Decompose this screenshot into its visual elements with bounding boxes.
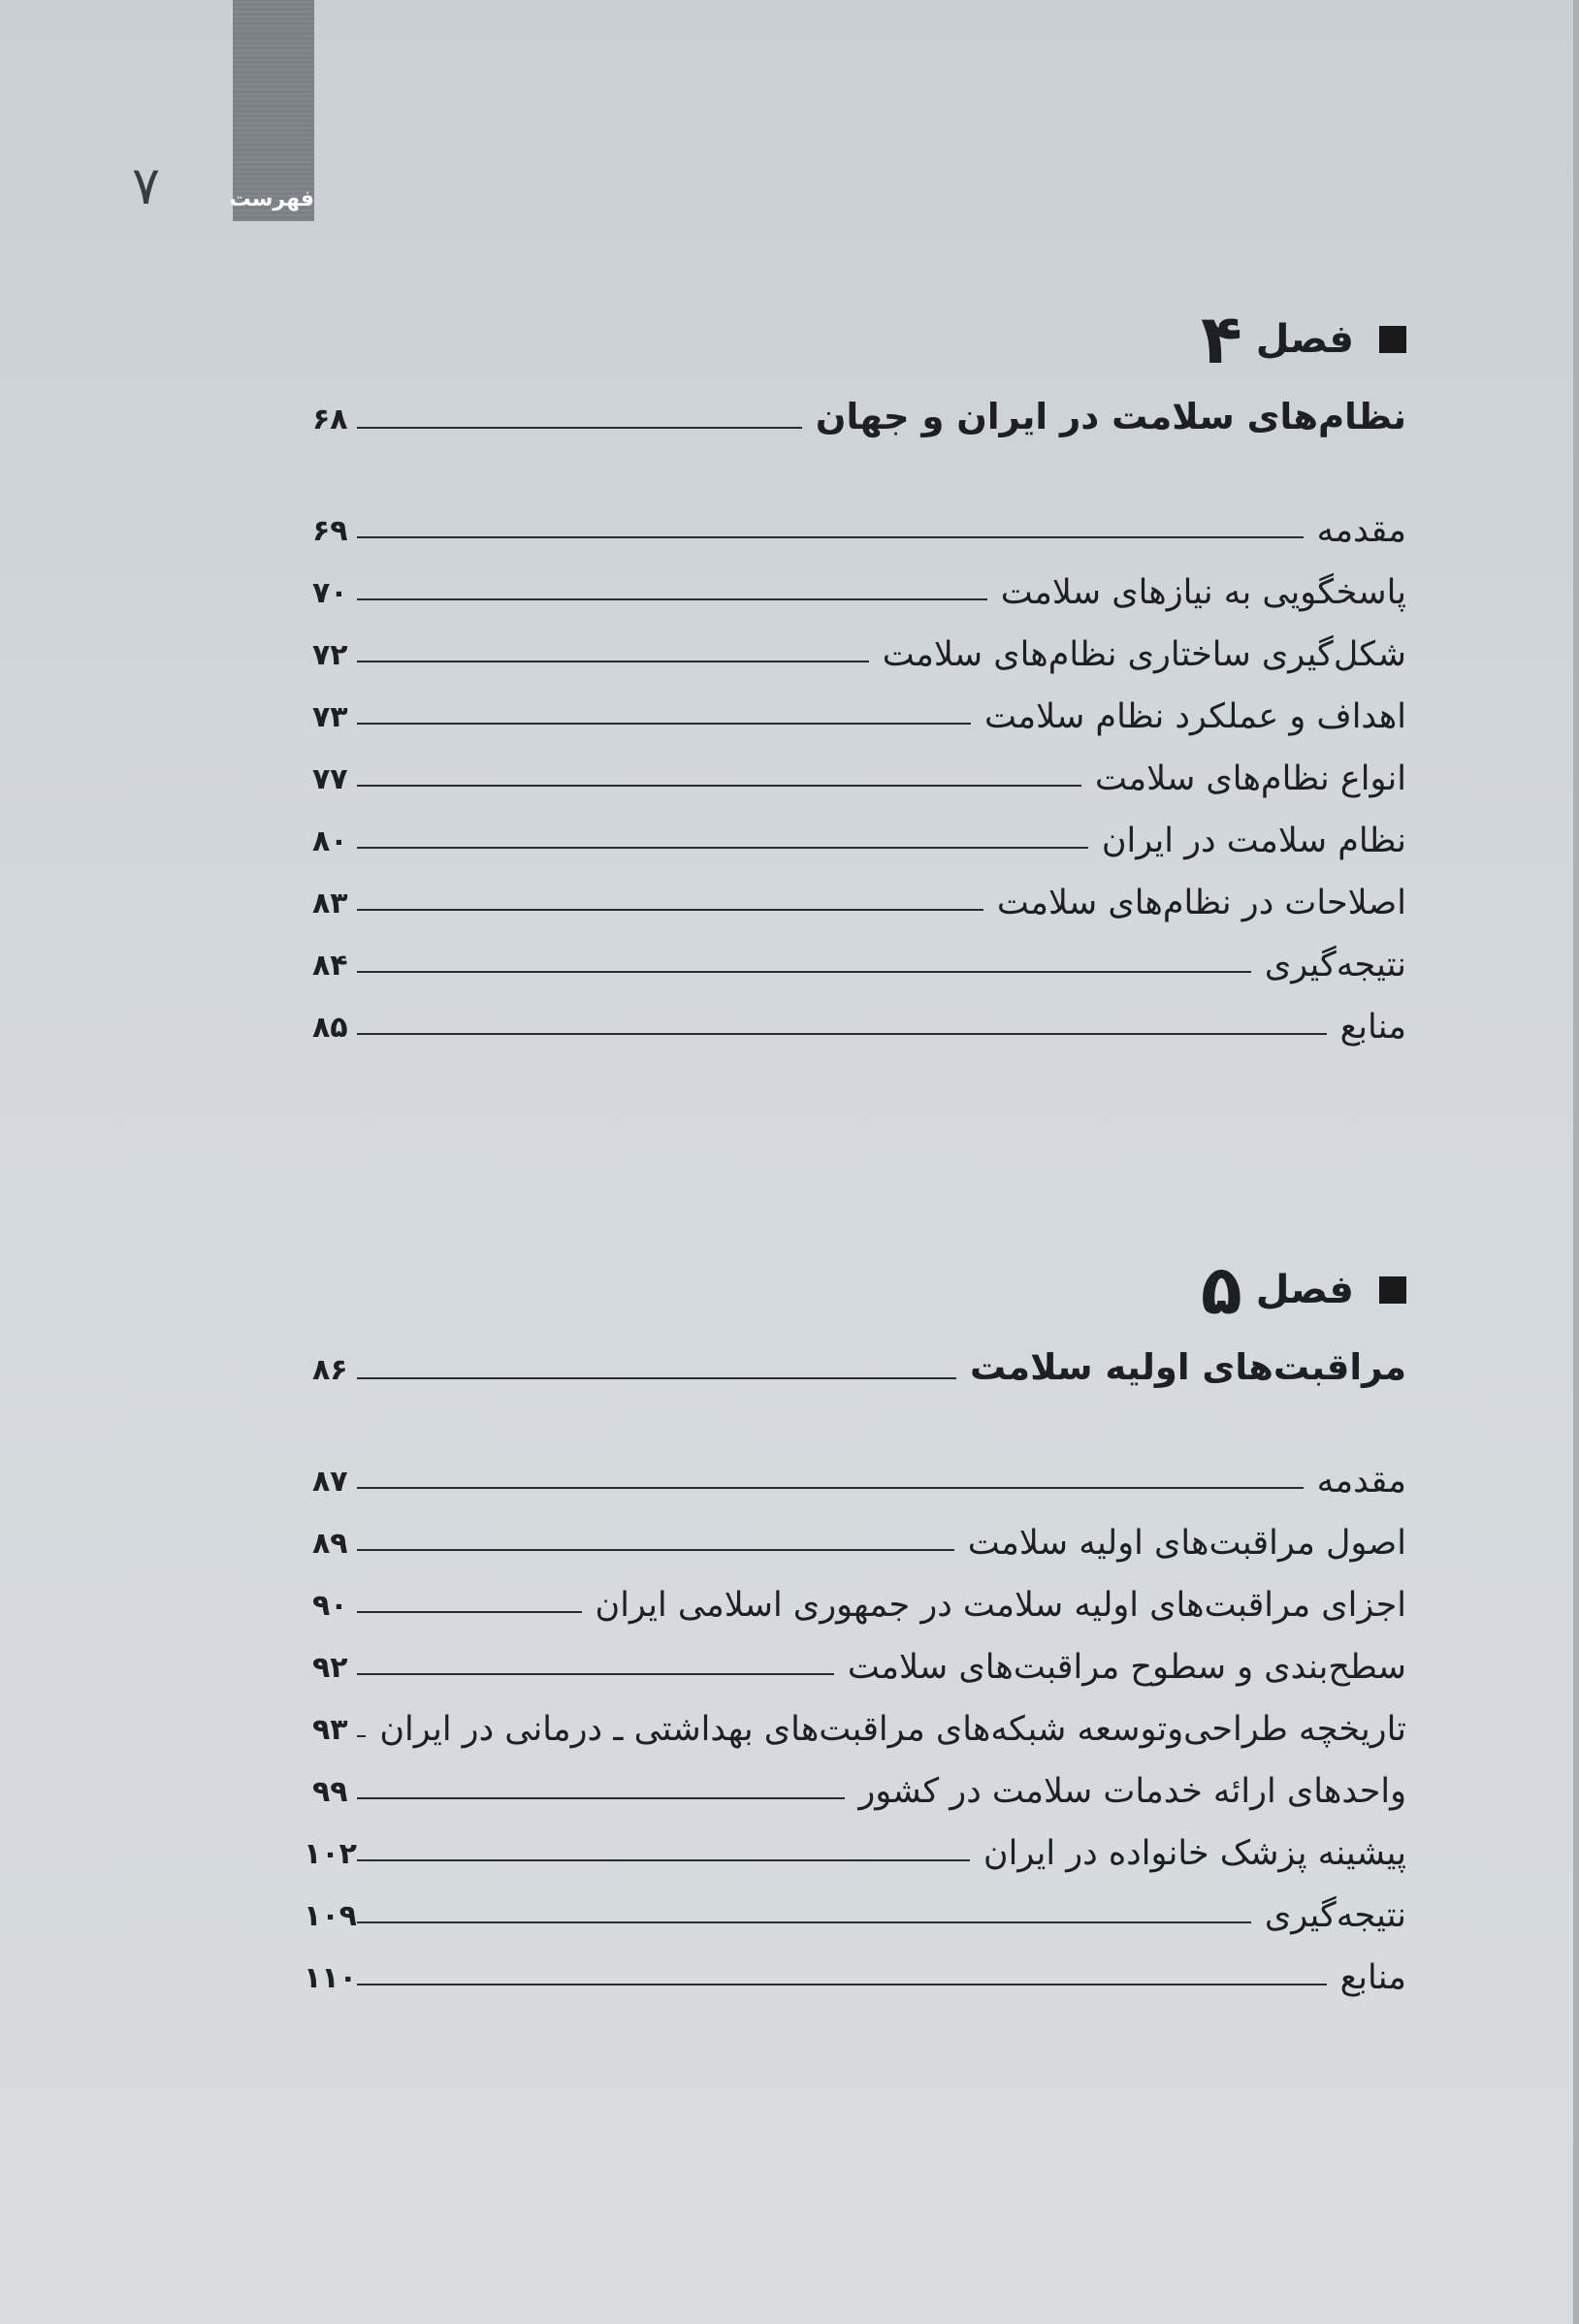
entry-page: ۸۹: [312, 1526, 348, 1561]
entry-title: نتیجه‌گیری: [1264, 946, 1406, 984]
entry-page: ۷۲: [312, 637, 348, 672]
toc-entry[interactable]: [312, 686, 1406, 748]
dot-leader: [357, 1611, 582, 1613]
toc-entry[interactable]: [304, 1885, 1406, 1947]
dot-leader: [357, 1033, 1327, 1035]
entry-page: ۹۲: [312, 1650, 348, 1685]
chapter-4: [252, 301, 1406, 1058]
toc-entry[interactable]: [312, 1512, 1406, 1574]
entry-title: واحدهای ارائه خدمات سلامت در کشور: [858, 1772, 1406, 1811]
entry-page: ۹۹: [312, 1774, 348, 1809]
header-tab-label: فهرست: [229, 187, 314, 211]
entry-title: مقدمه: [1316, 1462, 1406, 1501]
entry-title: پیشینه پزشک خانواده در ایران: [983, 1834, 1406, 1873]
chapter-heading: [252, 301, 1406, 378]
entry-title: نتیجه‌گیری: [1264, 1896, 1406, 1935]
dot-leader: [357, 723, 971, 725]
dot-leader: [357, 1797, 845, 1799]
dot-leader: [357, 1377, 956, 1379]
entry-page: ۷۳: [312, 699, 348, 734]
toc-entries: [252, 500, 1406, 1058]
dot-leader: [357, 909, 983, 911]
toc-entry[interactable]: [312, 500, 1406, 562]
entry-page: ۸۳: [312, 886, 348, 920]
toc-entry[interactable]: [312, 810, 1406, 872]
entry-page: ۶۹: [312, 513, 348, 548]
entry-title: انواع نظام‌های سلامت: [1094, 759, 1406, 798]
section-title: مراقبت‌های اولیه سلامت: [970, 1346, 1406, 1388]
entry-title: منابع: [1339, 1958, 1406, 1997]
toc-entry[interactable]: [312, 562, 1406, 624]
toc-entry[interactable]: [304, 1947, 1406, 2009]
dot-leader: [357, 1984, 1327, 1985]
dot-leader: [357, 1859, 970, 1861]
toc-entry[interactable]: [312, 624, 1406, 686]
entry-title: مقدمه: [1316, 511, 1406, 550]
chapter-heading: [252, 1251, 1406, 1329]
entry-page: ۱۱۰: [304, 1960, 357, 1995]
entry-title: سطح‌بندی و سطوح مراقبت‌های سلامت: [847, 1648, 1406, 1687]
entry-title: اهداف و عملکرد نظام سلامت: [983, 697, 1406, 736]
toc-entry[interactable]: [312, 1698, 1406, 1760]
entry-page: ۱۰۲: [304, 1836, 357, 1871]
square-bullet-icon: [1379, 326, 1406, 353]
entry-title: منابع: [1339, 1008, 1406, 1047]
toc-entry[interactable]: [312, 1574, 1406, 1636]
entry-title: تاریخچه طراحی‌وتوسعه شبکه‌های مراقبت‌های بهداشتی ـ درمانی در ایران: [379, 1710, 1406, 1749]
page-edge: [1573, 0, 1579, 2324]
toc-entry[interactable]: [304, 1823, 1406, 1885]
dot-leader: [357, 427, 802, 429]
entry-page: ۷۷: [312, 761, 348, 796]
toc-entry[interactable]: [312, 996, 1406, 1058]
dot-leader: [357, 971, 1251, 973]
entry-page: ۷۰: [312, 575, 348, 610]
section-title: نظام‌های سلامت در ایران و جهان: [815, 396, 1406, 437]
chapter-word: فصل: [1255, 1268, 1354, 1312]
chapter-word: فصل: [1255, 317, 1354, 362]
dot-leader: [357, 1549, 954, 1551]
dot-leader: [357, 536, 1304, 538]
dot-leader: [357, 785, 1081, 787]
square-bullet-icon: [1379, 1276, 1406, 1304]
section-page: ۶۸: [312, 403, 348, 436]
toc-entry[interactable]: [312, 1636, 1406, 1698]
entry-page: ۹۳: [312, 1712, 348, 1747]
toc-entry[interactable]: [312, 1450, 1406, 1512]
section-page: ۸۶: [312, 1353, 348, 1387]
entry-title: پاسخگویی به نیازهای سلامت: [1000, 573, 1406, 612]
chapter-number: ۵: [1200, 1250, 1242, 1330]
toc-entry[interactable]: [312, 934, 1406, 996]
entry-title: اجزای مراقبت‌های اولیه سلامت در جمهوری اسلامی ایران: [595, 1586, 1406, 1625]
dot-leader: [357, 847, 1088, 849]
entry-page: ۸۰: [312, 823, 348, 858]
entry-page: ۹۰: [312, 1588, 348, 1623]
toc-entry[interactable]: [312, 748, 1406, 810]
toc-entry[interactable]: [312, 1760, 1406, 1823]
dot-leader: [357, 1735, 366, 1737]
entry-page: ۸۵: [312, 1010, 348, 1045]
dot-leader: [357, 598, 987, 600]
toc-entries: [252, 1450, 1406, 2009]
entry-title: شکل‌گیری ساختاری نظام‌های سلامت: [882, 635, 1406, 674]
dot-leader: [357, 1487, 1304, 1489]
entry-title: اصول مراقبت‌های اولیه سلامت: [967, 1524, 1406, 1563]
dot-leader: [357, 1921, 1251, 1923]
dot-leader: [357, 661, 869, 662]
header-tab: [229, 0, 314, 221]
chapter-number: ۴: [1200, 300, 1242, 379]
page-number: ۷: [132, 155, 161, 216]
entry-page: ۱۰۹: [304, 1898, 357, 1933]
entry-title: نظام سلامت در ایران: [1101, 822, 1406, 860]
toc-entry[interactable]: [312, 872, 1406, 934]
entry-page: ۸۷: [312, 1464, 348, 1499]
toc-section-row[interactable]: [312, 1346, 1406, 1388]
entry-page: ۸۴: [312, 948, 348, 983]
dot-leader: [357, 1673, 834, 1675]
entry-title: اصلاحات در نظام‌های سلامت: [996, 884, 1406, 922]
toc-section-row[interactable]: [312, 396, 1406, 437]
chapter-5: [252, 1251, 1406, 2009]
